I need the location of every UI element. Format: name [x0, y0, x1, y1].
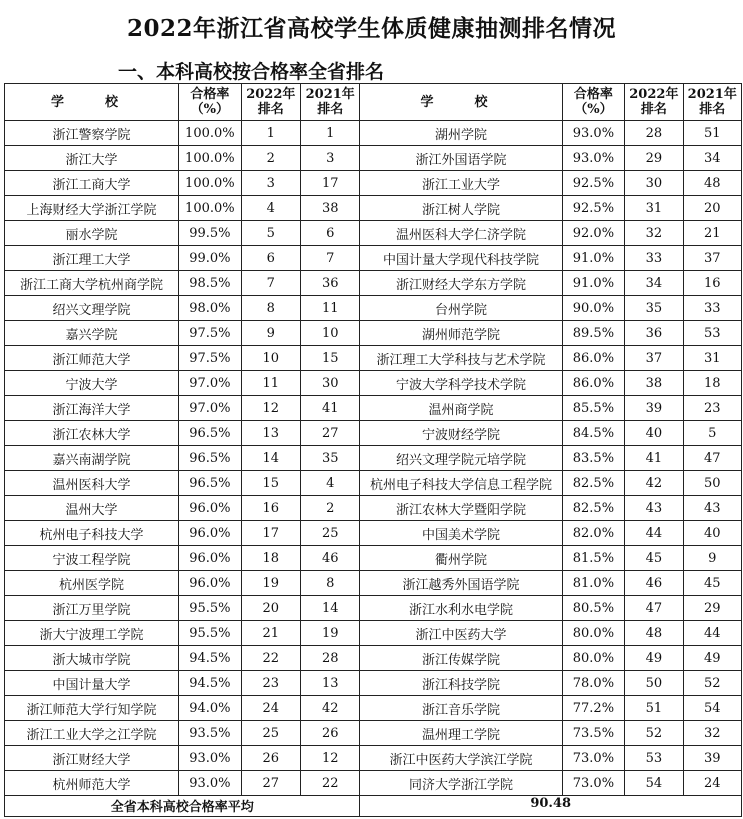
left-rate-cell: 93.0% — [179, 746, 242, 771]
right-rank-2021-cell: 47 — [683, 446, 741, 471]
left-school-cell: 浙江师范大学 — [5, 346, 179, 371]
left-school-cell: 杭州师范大学 — [5, 771, 179, 796]
right-school-cell: 浙江中医药大学 — [360, 621, 562, 646]
left-rate-cell: 97.0% — [179, 396, 242, 421]
right-rank-2022-cell: 30 — [625, 171, 683, 196]
header-rank2021-label: 排名 — [699, 102, 726, 117]
left-rank-2021-cell: 4 — [301, 471, 360, 496]
right-school-cell: 台州学院 — [360, 296, 562, 321]
right-rank-2021-cell: 16 — [683, 271, 741, 296]
left-rate-cell: 100.0% — [179, 146, 242, 171]
right-rank-2022-cell: 46 — [625, 571, 683, 596]
right-school-cell: 湖州师范学院 — [360, 321, 562, 346]
left-rank-2021-cell: 14 — [301, 596, 360, 621]
left-rank-2021-cell: 30 — [301, 371, 360, 396]
left-rank-2022-cell: 27 — [241, 771, 300, 796]
left-school-cell: 宁波大学 — [5, 371, 179, 396]
left-rank-2022-cell: 8 — [241, 296, 300, 321]
right-rate-cell: 86.0% — [562, 346, 625, 371]
left-rank-2022-cell: 17 — [241, 521, 300, 546]
left-rank-2022-cell: 16 — [241, 496, 300, 521]
left-rank-2022-cell: 1 — [241, 121, 300, 146]
right-school-cell: 杭州电子科技大学信息工程学院 — [360, 471, 562, 496]
left-rate-cell: 96.5% — [179, 446, 242, 471]
left-school-cell: 嘉兴南湖学院 — [5, 446, 179, 471]
left-school-cell: 浙江工业大学之江学院 — [5, 721, 179, 746]
left-rate-cell: 100.0% — [179, 171, 242, 196]
left-rank-2021-cell: 36 — [301, 271, 360, 296]
right-rate-cell: 82.5% — [562, 471, 625, 496]
right-rank-2021-cell: 5 — [683, 421, 741, 446]
right-rank-2022-cell: 37 — [625, 346, 683, 371]
table-row — [5, 496, 742, 521]
table-row — [5, 421, 742, 446]
right-rank-2021-cell: 18 — [683, 371, 741, 396]
left-rate-cell: 96.5% — [179, 421, 242, 446]
left-rank-2022-cell: 14 — [241, 446, 300, 471]
right-school-cell: 湖州学院 — [360, 121, 562, 146]
table-row — [5, 296, 742, 321]
right-school-cell: 浙江树人学院 — [360, 196, 562, 221]
right-rank-2022-cell: 50 — [625, 671, 683, 696]
left-rank-2022-cell: 19 — [241, 571, 300, 596]
table-row — [5, 546, 742, 571]
table-row — [5, 121, 742, 146]
left-rank-2021-cell: 35 — [301, 446, 360, 471]
table-header-row — [5, 84, 742, 121]
left-rank-2021-cell: 27 — [301, 421, 360, 446]
left-rank-2021-cell: 11 — [301, 296, 360, 321]
right-rate-cell: 80.0% — [562, 646, 625, 671]
left-rate-cell: 96.0% — [179, 546, 242, 571]
right-rank-2021-cell: 31 — [683, 346, 741, 371]
left-rank-2022-cell: 9 — [241, 321, 300, 346]
header-rank2022-year: 2022年 — [629, 87, 679, 102]
right-rate-cell: 93.0% — [562, 146, 625, 171]
left-rank-2021-cell: 13 — [301, 671, 360, 696]
table-row — [5, 696, 742, 721]
left-rank-2021-cell: 10 — [301, 321, 360, 346]
right-rank-2021-cell: 37 — [683, 246, 741, 271]
right-rank-2021-cell: 40 — [683, 521, 741, 546]
left-rate-cell: 97.5% — [179, 346, 242, 371]
table-row — [5, 371, 742, 396]
left-rate-cell: 95.5% — [179, 596, 242, 621]
right-rank-2022-cell: 54 — [625, 771, 683, 796]
right-rank-2021-cell: 29 — [683, 596, 741, 621]
right-rate-cell: 93.0% — [562, 121, 625, 146]
header-rank2022-left — [241, 84, 300, 121]
left-school-cell: 杭州电子科技大学 — [5, 521, 179, 546]
header-rate-label: 合格率 — [573, 87, 613, 102]
right-rate-cell: 89.5% — [562, 321, 625, 346]
left-school-cell: 浙江理工大学 — [5, 246, 179, 271]
left-rate-cell: 98.5% — [179, 271, 242, 296]
left-school-cell: 浙江工商大学杭州商学院 — [5, 271, 179, 296]
left-school-cell: 浙江师范大学行知学院 — [5, 696, 179, 721]
right-rate-cell: 73.0% — [562, 746, 625, 771]
left-school-cell: 浙江大学 — [5, 146, 179, 171]
table-row — [5, 721, 742, 746]
right-rank-2022-cell: 45 — [625, 546, 683, 571]
right-rank-2022-cell: 36 — [625, 321, 683, 346]
left-school-cell: 丽水学院 — [5, 221, 179, 246]
left-rate-cell: 96.0% — [179, 496, 242, 521]
table-row — [5, 146, 742, 171]
left-rank-2021-cell: 41 — [301, 396, 360, 421]
left-rate-cell: 93.5% — [179, 721, 242, 746]
left-rank-2022-cell: 6 — [241, 246, 300, 271]
right-rank-2021-cell: 48 — [683, 171, 741, 196]
right-rate-cell: 91.0% — [562, 271, 625, 296]
summary-label: 全省本科高校合格率平均 — [5, 796, 360, 817]
right-school-cell: 浙江中医药大学滨江学院 — [360, 746, 562, 771]
left-school-cell: 宁波工程学院 — [5, 546, 179, 571]
left-rank-2021-cell: 46 — [301, 546, 360, 571]
header-school-left: 学 校 — [5, 84, 179, 121]
right-rank-2022-cell: 39 — [625, 396, 683, 421]
left-rank-2022-cell: 12 — [241, 396, 300, 421]
right-rank-2022-cell: 47 — [625, 596, 683, 621]
left-school-cell: 上海财经大学浙江学院 — [5, 196, 179, 221]
table-row — [5, 346, 742, 371]
left-rank-2022-cell: 5 — [241, 221, 300, 246]
right-rank-2022-cell: 49 — [625, 646, 683, 671]
header-rank2021-left — [301, 84, 360, 121]
right-rate-cell: 86.0% — [562, 371, 625, 396]
right-school-cell: 浙江财经大学东方学院 — [360, 271, 562, 296]
right-rank-2022-cell: 32 — [625, 221, 683, 246]
right-school-cell: 温州商学院 — [360, 396, 562, 421]
table-row — [5, 396, 742, 421]
left-rank-2022-cell: 26 — [241, 746, 300, 771]
right-rank-2021-cell: 24 — [683, 771, 741, 796]
right-rank-2021-cell: 32 — [683, 721, 741, 746]
table-row — [5, 271, 742, 296]
table-row — [5, 221, 742, 246]
right-school-cell: 浙江科技学院 — [360, 671, 562, 696]
left-rank-2021-cell: 42 — [301, 696, 360, 721]
page-title: 2022年浙江省高校学生体质健康抽测排名情况 — [126, 15, 616, 42]
table-row — [5, 596, 742, 621]
left-rate-cell: 93.0% — [179, 771, 242, 796]
header-rank2022-right — [625, 84, 683, 121]
right-rank-2022-cell: 38 — [625, 371, 683, 396]
left-rank-2021-cell: 22 — [301, 771, 360, 796]
left-rank-2022-cell: 20 — [241, 596, 300, 621]
right-school-cell: 浙江越秀外国语学院 — [360, 571, 562, 596]
left-rate-cell: 100.0% — [179, 121, 242, 146]
right-rate-cell: 81.5% — [562, 546, 625, 571]
table-row — [5, 171, 742, 196]
right-rate-cell: 92.5% — [562, 171, 625, 196]
right-rate-cell: 77.2% — [562, 696, 625, 721]
right-school-cell: 中国计量大学现代科技学院 — [360, 246, 562, 271]
right-school-cell: 浙江水利水电学院 — [360, 596, 562, 621]
left-rank-2021-cell: 12 — [301, 746, 360, 771]
right-rank-2021-cell: 43 — [683, 496, 741, 521]
right-rank-2022-cell: 40 — [625, 421, 683, 446]
header-rate-label: 合格率 — [190, 87, 230, 102]
right-rate-cell: 73.0% — [562, 771, 625, 796]
left-school-cell: 嘉兴学院 — [5, 321, 179, 346]
right-rate-cell: 80.0% — [562, 621, 625, 646]
right-rank-2022-cell: 42 — [625, 471, 683, 496]
right-rank-2022-cell: 44 — [625, 521, 683, 546]
left-rate-cell: 94.5% — [179, 671, 242, 696]
right-rank-2022-cell: 52 — [625, 721, 683, 746]
left-school-cell: 杭州医学院 — [5, 571, 179, 596]
header-rank2022-label: 排名 — [640, 102, 667, 117]
header-rank2022-year: 2022年 — [246, 87, 296, 102]
right-rank-2022-cell: 31 — [625, 196, 683, 221]
left-rank-2021-cell: 17 — [301, 171, 360, 196]
left-school-cell: 浙江财经大学 — [5, 746, 179, 771]
left-rank-2022-cell: 11 — [241, 371, 300, 396]
table-row — [5, 471, 742, 496]
left-rank-2021-cell: 15 — [301, 346, 360, 371]
table-row — [5, 246, 742, 271]
right-rank-2021-cell: 23 — [683, 396, 741, 421]
left-school-cell: 浙江海洋大学 — [5, 396, 179, 421]
right-rank-2022-cell: 34 — [625, 271, 683, 296]
right-rank-2022-cell: 43 — [625, 496, 683, 521]
right-rank-2021-cell: 52 — [683, 671, 741, 696]
right-school-cell: 衢州学院 — [360, 546, 562, 571]
right-school-cell: 浙江音乐学院 — [360, 696, 562, 721]
right-rate-cell: 92.5% — [562, 196, 625, 221]
left-rank-2022-cell: 2 — [241, 146, 300, 171]
left-rank-2022-cell: 23 — [241, 671, 300, 696]
table-row — [5, 621, 742, 646]
left-school-cell: 浙大宁波理工学院 — [5, 621, 179, 646]
right-rank-2022-cell: 35 — [625, 296, 683, 321]
right-rate-cell: 90.0% — [562, 296, 625, 321]
header-rate-unit: （%） — [574, 102, 613, 117]
right-school-cell: 浙江外国语学院 — [360, 146, 562, 171]
table-row — [5, 196, 742, 221]
left-rank-2022-cell: 25 — [241, 721, 300, 746]
left-rank-2021-cell: 2 — [301, 496, 360, 521]
right-rank-2021-cell: 51 — [683, 121, 741, 146]
right-rank-2022-cell: 53 — [625, 746, 683, 771]
left-rate-cell: 99.0% — [179, 246, 242, 271]
right-rate-cell: 80.5% — [562, 596, 625, 621]
left-rank-2022-cell: 4 — [241, 196, 300, 221]
right-rank-2021-cell: 21 — [683, 221, 741, 246]
right-rank-2021-cell: 45 — [683, 571, 741, 596]
section-subtitle: 一、本科高校按合格率全省排名 — [118, 61, 385, 83]
right-rank-2022-cell: 28 — [625, 121, 683, 146]
right-rank-2021-cell: 44 — [683, 621, 741, 646]
table-row — [5, 321, 742, 346]
header-rank2021-right — [683, 84, 741, 121]
left-rank-2022-cell: 7 — [241, 271, 300, 296]
right-school-cell: 宁波大学科学技术学院 — [360, 371, 562, 396]
right-rank-2021-cell: 39 — [683, 746, 741, 771]
table-row — [5, 671, 742, 696]
left-rank-2022-cell: 18 — [241, 546, 300, 571]
header-school-right: 学 校 — [360, 84, 562, 121]
right-school-cell: 宁波财经学院 — [360, 421, 562, 446]
right-school-cell: 温州理工学院 — [360, 721, 562, 746]
right-school-cell: 中国美术学院 — [360, 521, 562, 546]
right-rank-2021-cell: 34 — [683, 146, 741, 171]
table-row — [5, 771, 742, 796]
right-rate-cell: 91.0% — [562, 246, 625, 271]
header-rate-unit: （%） — [190, 102, 230, 117]
left-rate-cell: 98.0% — [179, 296, 242, 321]
header-rank2021-year: 2021年 — [305, 87, 355, 102]
right-rank-2021-cell: 33 — [683, 296, 741, 321]
right-rank-2022-cell: 41 — [625, 446, 683, 471]
left-school-cell: 浙大城市学院 — [5, 646, 179, 671]
right-rank-2021-cell: 20 — [683, 196, 741, 221]
left-school-cell: 浙江工商大学 — [5, 171, 179, 196]
left-rank-2022-cell: 24 — [241, 696, 300, 721]
left-rank-2021-cell: 25 — [301, 521, 360, 546]
right-rank-2021-cell: 53 — [683, 321, 741, 346]
left-school-cell: 浙江警察学院 — [5, 121, 179, 146]
header-rank2021-label: 排名 — [317, 102, 344, 117]
left-rank-2021-cell: 28 — [301, 646, 360, 671]
right-school-cell: 浙江传媒学院 — [360, 646, 562, 671]
header-rank2022-label: 排名 — [257, 102, 284, 117]
left-rate-cell: 94.5% — [179, 646, 242, 671]
left-rank-2022-cell: 21 — [241, 621, 300, 646]
right-rate-cell: 82.0% — [562, 521, 625, 546]
right-school-cell: 温州医科大学仁济学院 — [360, 221, 562, 246]
left-rank-2021-cell: 26 — [301, 721, 360, 746]
right-school-cell: 同济大学浙江学院 — [360, 771, 562, 796]
header-rate-left — [179, 84, 242, 121]
table-row — [5, 746, 742, 771]
left-rate-cell: 99.5% — [179, 221, 242, 246]
right-rank-2022-cell: 48 — [625, 621, 683, 646]
header-rank2021-year: 2021年 — [687, 87, 737, 102]
right-school-cell: 浙江理工大学科技与艺术学院 — [360, 346, 562, 371]
left-rank-2022-cell: 13 — [241, 421, 300, 446]
left-rate-cell: 100.0% — [179, 196, 242, 221]
left-rate-cell: 94.0% — [179, 696, 242, 721]
left-rate-cell: 96.0% — [179, 571, 242, 596]
right-rate-cell: 84.5% — [562, 421, 625, 446]
right-school-cell: 绍兴文理学院元培学院 — [360, 446, 562, 471]
left-rank-2022-cell: 22 — [241, 646, 300, 671]
left-school-cell: 中国计量大学 — [5, 671, 179, 696]
right-rank-2021-cell: 50 — [683, 471, 741, 496]
left-rate-cell: 96.0% — [179, 521, 242, 546]
table-row — [5, 446, 742, 471]
left-rank-2021-cell: 6 — [301, 221, 360, 246]
left-school-cell: 温州大学 — [5, 496, 179, 521]
left-school-cell: 温州医科大学 — [5, 471, 179, 496]
left-rate-cell: 95.5% — [179, 621, 242, 646]
ranking-table — [4, 83, 742, 817]
left-rate-cell: 97.5% — [179, 321, 242, 346]
summary-value: 90.48 — [360, 796, 742, 817]
right-rate-cell: 92.0% — [562, 221, 625, 246]
left-school-cell: 绍兴文理学院 — [5, 296, 179, 321]
left-rank-2021-cell: 1 — [301, 121, 360, 146]
right-rate-cell: 81.0% — [562, 571, 625, 596]
left-rank-2021-cell: 19 — [301, 621, 360, 646]
left-school-cell: 浙江万里学院 — [5, 596, 179, 621]
header-rate-right — [562, 84, 625, 121]
right-rate-cell: 83.5% — [562, 446, 625, 471]
right-rank-2022-cell: 29 — [625, 146, 683, 171]
table-row — [5, 521, 742, 546]
right-school-cell: 浙江工业大学 — [360, 171, 562, 196]
left-rank-2022-cell: 15 — [241, 471, 300, 496]
table-row — [5, 571, 742, 596]
left-rank-2022-cell: 10 — [241, 346, 300, 371]
summary-row — [5, 796, 742, 817]
right-rate-cell: 78.0% — [562, 671, 625, 696]
right-rank-2022-cell: 51 — [625, 696, 683, 721]
right-rank-2021-cell: 49 — [683, 646, 741, 671]
right-rate-cell: 85.5% — [562, 396, 625, 421]
right-rank-2022-cell: 33 — [625, 246, 683, 271]
left-rank-2021-cell: 8 — [301, 571, 360, 596]
left-school-cell: 浙江农林大学 — [5, 421, 179, 446]
table-row — [5, 646, 742, 671]
right-rate-cell: 82.5% — [562, 496, 625, 521]
left-rate-cell: 97.0% — [179, 371, 242, 396]
right-rank-2021-cell: 9 — [683, 546, 741, 571]
left-rank-2021-cell: 3 — [301, 146, 360, 171]
right-rank-2021-cell: 54 — [683, 696, 741, 721]
left-rank-2021-cell: 38 — [301, 196, 360, 221]
left-rank-2021-cell: 7 — [301, 246, 360, 271]
right-school-cell: 浙江农林大学暨阳学院 — [360, 496, 562, 521]
left-rank-2022-cell: 3 — [241, 171, 300, 196]
right-rate-cell: 73.5% — [562, 721, 625, 746]
left-rate-cell: 96.5% — [179, 471, 242, 496]
